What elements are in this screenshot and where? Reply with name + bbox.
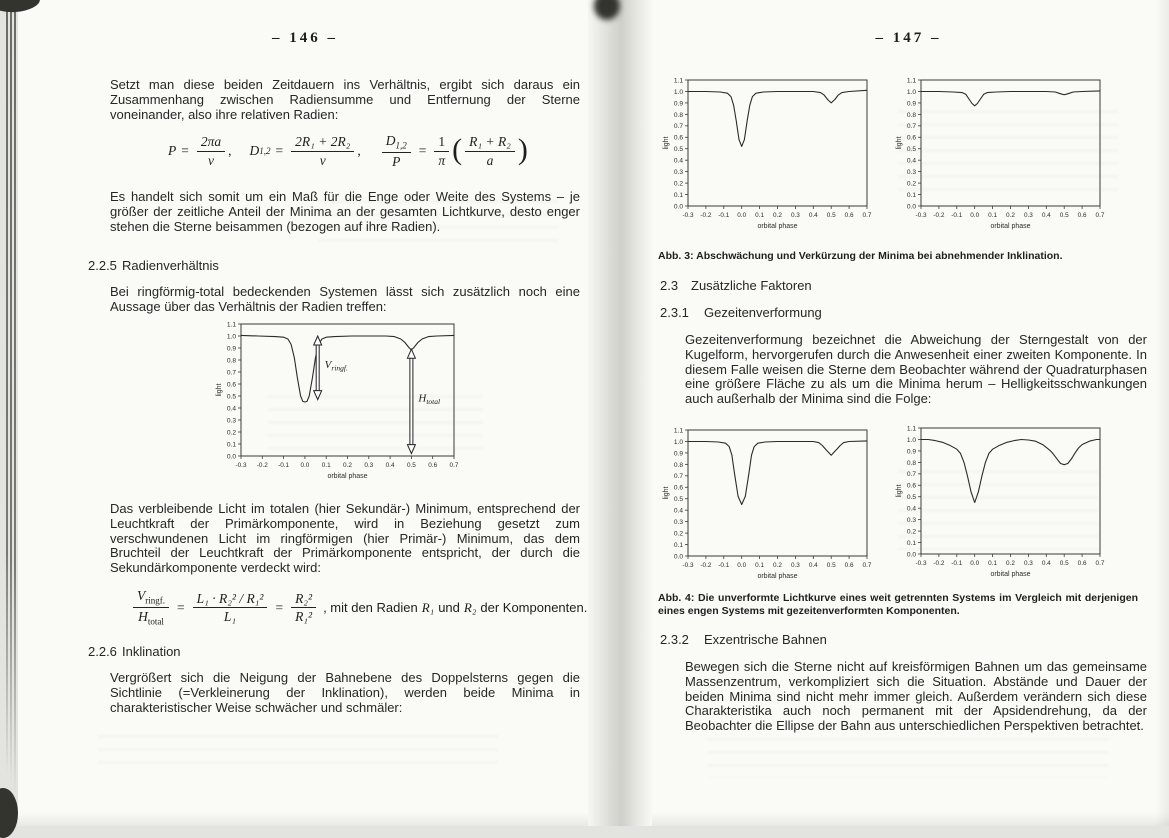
section-number: 2.2.6 bbox=[88, 644, 117, 659]
svg-text:1.1: 1.1 bbox=[673, 427, 683, 435]
svg-text:-0.2: -0.2 bbox=[933, 560, 945, 567]
svg-text:orbital phase: orbital phase bbox=[757, 573, 798, 580]
svg-text:0.0: 0.0 bbox=[970, 560, 980, 567]
formula-operator: = bbox=[418, 143, 427, 159]
svg-text:-0.1: -0.1 bbox=[951, 560, 963, 567]
svg-text:light: light bbox=[896, 136, 903, 150]
svg-text:1.1: 1.1 bbox=[906, 77, 916, 85]
section-number: 2.3.2 bbox=[660, 632, 689, 647]
svg-text:light: light bbox=[663, 486, 670, 500]
svg-text:0.1: 0.1 bbox=[673, 541, 683, 549]
svg-text:0.7: 0.7 bbox=[226, 369, 236, 377]
formula-tail-text: der Komponenten. bbox=[480, 600, 588, 616]
scan-shadow-bottom bbox=[18, 812, 592, 826]
svg-text:0.8: 0.8 bbox=[906, 459, 916, 467]
section-title: Zusätzliche Faktoren bbox=[691, 278, 812, 293]
svg-text:0.5: 0.5 bbox=[226, 393, 236, 401]
svg-text:0.0: 0.0 bbox=[226, 453, 236, 461]
svg-text:0.3: 0.3 bbox=[226, 417, 236, 425]
svg-text:0.9: 0.9 bbox=[226, 345, 236, 353]
section-title: Radienverhältnis bbox=[122, 258, 219, 273]
svg-text:0.1: 0.1 bbox=[755, 562, 765, 569]
svg-text:0.6: 0.6 bbox=[1077, 212, 1087, 219]
abb4-chart-left bbox=[660, 422, 876, 588]
fraction: $\frac{\text{R₁ + R₂}}{a}$ bbox=[465, 134, 515, 168]
svg-text:0.1: 0.1 bbox=[906, 539, 916, 547]
lightcurve-chart-radienverhaeltnis bbox=[213, 316, 463, 488]
svg-text:0.0: 0.0 bbox=[737, 562, 747, 569]
svg-text:orbital phase: orbital phase bbox=[327, 473, 368, 480]
svg-text:0.3: 0.3 bbox=[790, 212, 800, 219]
svg-text:0.2: 0.2 bbox=[906, 528, 916, 536]
svg-text:0.6: 0.6 bbox=[906, 482, 916, 490]
book-binding-gutter bbox=[588, 0, 652, 826]
ghost-bleedthrough bbox=[708, 738, 1108, 778]
svg-text:0.9: 0.9 bbox=[906, 448, 916, 456]
svg-text:0.7: 0.7 bbox=[906, 123, 916, 131]
svg-text:0.6: 0.6 bbox=[1077, 560, 1087, 567]
svg-text:0.5: 0.5 bbox=[826, 562, 836, 569]
scan-shadow-right-edge bbox=[1155, 0, 1169, 826]
svg-text:-0.1: -0.1 bbox=[278, 462, 290, 469]
svg-text:0.1: 0.1 bbox=[321, 462, 331, 469]
svg-text:orbital phase: orbital phase bbox=[990, 571, 1031, 578]
svg-text:orbital phase: orbital phase bbox=[757, 223, 798, 230]
svg-text:-0.3: -0.3 bbox=[915, 212, 927, 219]
svg-text:0.1: 0.1 bbox=[988, 560, 998, 567]
formula-radienverhaeltnis bbox=[130, 588, 587, 627]
svg-text:0.1: 0.1 bbox=[906, 191, 916, 199]
svg-text:-0.1: -0.1 bbox=[718, 562, 730, 569]
svg-text:0.8: 0.8 bbox=[673, 461, 683, 469]
scan-shadow-bottom bbox=[648, 812, 1169, 826]
svg-text:1.0: 1.0 bbox=[906, 88, 916, 96]
svg-text:0.6: 0.6 bbox=[844, 562, 854, 569]
svg-text:0.9: 0.9 bbox=[673, 100, 683, 108]
para-inklination: Vergrößert sich die Neigung der Bahnebene des Doppelsterns gegen die Sichtlinie (=Verkleinerung der Inklination), werden beide Minima in charakteristischer Weise schwächer und schmäler: bbox=[110, 670, 580, 715]
svg-text:0.0: 0.0 bbox=[970, 212, 980, 219]
svg-text:0.7: 0.7 bbox=[449, 462, 459, 469]
figure-caption-abb3: Abb. 3: Abschwächung und Verkürzung der Minima bei abnehmender Inklination. bbox=[658, 250, 1063, 262]
abb4-chart-right bbox=[893, 420, 1109, 586]
svg-text:0.7: 0.7 bbox=[673, 473, 683, 481]
formula-term: P bbox=[168, 143, 177, 159]
abb3-chart-right bbox=[893, 72, 1109, 238]
formula-operator: = bbox=[181, 143, 189, 159]
svg-text:0.5: 0.5 bbox=[1059, 560, 1069, 567]
svg-text:1.0: 1.0 bbox=[673, 88, 683, 96]
formula-term: D bbox=[249, 143, 260, 159]
svg-text:0.8: 0.8 bbox=[673, 111, 683, 119]
svg-text:1.1: 1.1 bbox=[673, 77, 683, 85]
para-zeitdauern: Setzt man diese beiden Zeitdauern ins Verhältnis, ergibt sich daraus ein Zusammenhang zwischen Radiensumme und Entfernung der Sterne voneinander, also ihre relativen Radien: bbox=[110, 77, 580, 122]
svg-text:0.2: 0.2 bbox=[673, 180, 683, 188]
formula-variable: R₂ bbox=[463, 599, 477, 615]
svg-text:1.1: 1.1 bbox=[226, 321, 236, 329]
section-heading-2-3-2 bbox=[660, 632, 827, 647]
ghost-bleedthrough bbox=[98, 735, 498, 767]
svg-text:0.3: 0.3 bbox=[673, 169, 683, 177]
svg-text:0.4: 0.4 bbox=[673, 157, 683, 165]
svg-text:1.0: 1.0 bbox=[226, 333, 236, 341]
abb3-chart-left bbox=[660, 72, 876, 238]
formula-separator: , bbox=[228, 143, 232, 159]
svg-text:0.3: 0.3 bbox=[364, 462, 374, 469]
svg-text:0.6: 0.6 bbox=[673, 484, 683, 492]
svg-text:0.7: 0.7 bbox=[862, 562, 872, 569]
svg-text:1.1: 1.1 bbox=[906, 425, 916, 433]
fraction: $\frac{\text{L₁ · R₂² / R₁²}}{\text{L₁}}$ bbox=[193, 591, 268, 625]
svg-text:0.2: 0.2 bbox=[673, 530, 683, 538]
fraction: $\frac{2\pi a}{v}$ bbox=[197, 134, 225, 168]
svg-text:0.7: 0.7 bbox=[673, 123, 683, 131]
page-number-header: – 146 – bbox=[272, 30, 338, 46]
svg-text:0.1: 0.1 bbox=[988, 212, 998, 219]
svg-text:0.6: 0.6 bbox=[226, 381, 236, 389]
para-gezeitenverformung: Gezeitenverformung bezeichnet die Abweichung der Sterngestalt von der Kugelform, hervorgerufen durch die Anwesenheit einer zweiten Komponente. In diesem Falle weisen die Sterne dem Beobachter während der Quadraturphasen eine größere Fläche zu als um die Minima herum – Helligkeitsschwankungen auch außerhalb der Minima sind die Folge: bbox=[685, 332, 1147, 407]
formula-operator: = bbox=[275, 143, 284, 159]
svg-text:0.5: 0.5 bbox=[906, 146, 916, 154]
svg-text:0.2: 0.2 bbox=[773, 212, 782, 219]
para-mass-enge: Es handelt sich somit um ein Maß für die Enge oder Weite des Systems – je größer der zeitliche Anteil der Minima an der gesamten Lichtkurve, desto enger stehen die Sterne beisammen (bezogen auf ihre Radien). bbox=[110, 189, 580, 234]
formula-subscript: 1,2 bbox=[259, 146, 271, 157]
svg-text:0.6: 0.6 bbox=[428, 462, 438, 469]
svg-text:0.5: 0.5 bbox=[673, 146, 683, 154]
svg-text:0.0: 0.0 bbox=[906, 551, 916, 559]
book-page-146 bbox=[18, 0, 592, 826]
svg-text:-0.1: -0.1 bbox=[951, 212, 963, 219]
svg-text:0.0: 0.0 bbox=[673, 203, 683, 211]
svg-text:0.2: 0.2 bbox=[1006, 560, 1015, 567]
section-heading-2-3 bbox=[660, 278, 812, 293]
svg-text:0.3: 0.3 bbox=[790, 562, 800, 569]
svg-text:0.9: 0.9 bbox=[906, 100, 916, 108]
svg-text:0.5: 0.5 bbox=[906, 494, 916, 502]
fraction: $\frac{D_{1,2}}{P}$ bbox=[382, 133, 411, 170]
svg-text:0.3: 0.3 bbox=[673, 519, 683, 527]
formula-operator: = bbox=[177, 599, 185, 615]
section-heading-2-2-5 bbox=[88, 258, 219, 273]
svg-text:0.5: 0.5 bbox=[406, 462, 416, 469]
section-heading-2-3-1 bbox=[660, 305, 822, 320]
svg-text:0.2: 0.2 bbox=[773, 562, 782, 569]
para-ringfoermig: Bei ringförmig-total bedeckenden Systemen lässt sich zusätzlich noch eine Aussage über das Verhältnis der Radien treffen: bbox=[110, 284, 580, 314]
svg-text:0.4: 0.4 bbox=[808, 562, 818, 569]
fraction: $\frac{\text{2R₁ + 2R₂}}{v}$ bbox=[291, 134, 354, 168]
section-number: 2.3 bbox=[660, 278, 679, 293]
svg-text:-0.2: -0.2 bbox=[700, 562, 712, 569]
svg-text:Htotal: $H_{total}$ bbox=[418, 392, 441, 406]
svg-text:0.5: 0.5 bbox=[673, 496, 683, 504]
svg-text:0.1: 0.1 bbox=[673, 191, 683, 199]
formula-variable: R₁ bbox=[421, 599, 435, 615]
section-title: Inklination bbox=[122, 644, 181, 659]
svg-text:orbital phase: orbital phase bbox=[990, 223, 1031, 230]
svg-text:0.3: 0.3 bbox=[1023, 560, 1033, 567]
svg-text:0.7: 0.7 bbox=[906, 471, 916, 479]
svg-text:-0.3: -0.3 bbox=[235, 462, 247, 469]
svg-text:0.7: 0.7 bbox=[1095, 560, 1105, 567]
svg-text:0.2: 0.2 bbox=[343, 462, 352, 469]
svg-text:0.3: 0.3 bbox=[906, 169, 916, 177]
svg-text:-0.2: -0.2 bbox=[933, 212, 945, 219]
svg-text:Vringf.: $V_{ringf.}$ bbox=[324, 358, 348, 373]
page-edge-line bbox=[14, 0, 16, 812]
formula-separator: , bbox=[357, 143, 361, 159]
formula-tail-text: und bbox=[438, 600, 460, 616]
page-edge-line bbox=[10, 0, 12, 800]
svg-text:1.0: 1.0 bbox=[673, 438, 683, 446]
formula-tail-text: , mit den Radien bbox=[323, 600, 418, 616]
svg-text:light: light bbox=[896, 484, 903, 498]
svg-text:0.5: 0.5 bbox=[1059, 212, 1069, 219]
fraction: $\frac{1}{\pi}$ bbox=[434, 134, 449, 168]
svg-text:1.0: 1.0 bbox=[906, 436, 916, 444]
fraction: $\frac{V_{ringf.}}{H_{total}}$ bbox=[133, 588, 169, 627]
svg-text:0.7: 0.7 bbox=[1095, 212, 1105, 219]
svg-text:0.2: 0.2 bbox=[906, 180, 916, 188]
section-number: 2.2.5 bbox=[88, 258, 117, 273]
svg-text:0.4: 0.4 bbox=[906, 157, 916, 165]
svg-text:0.1: 0.1 bbox=[755, 212, 765, 219]
svg-text:-0.3: -0.3 bbox=[682, 212, 694, 219]
section-number: 2.3.1 bbox=[660, 305, 689, 320]
page-number-header: – 147 – bbox=[875, 30, 942, 46]
formula-geometry: P = $\frac{2\pi a}{v}$ , D 1,2 = $\frac{\text{2R₁ + 2R₂}}{v}$ , $\frac{D_{1,2}}{P}$ = $\frac{1}{\pi}$ ( $\frac{\text{R₁ + R₂}}{a}$ ) bbox=[168, 133, 528, 170]
figure-caption-abb4: Abb. 4: Die unverformte Lichtkurve eines weit getrennten Systems im Vergleich mit derjenigen eines engen Systems mit gezeitenverformten Komponenten. bbox=[658, 592, 1138, 617]
svg-text:0.3: 0.3 bbox=[1023, 212, 1033, 219]
section-heading-2-2-6 bbox=[88, 644, 181, 659]
svg-text:0.0: 0.0 bbox=[906, 203, 916, 211]
book-page-147 bbox=[648, 0, 1169, 826]
svg-text:0.9: 0.9 bbox=[673, 450, 683, 458]
svg-text:-0.2: -0.2 bbox=[700, 212, 712, 219]
svg-text:0.4: 0.4 bbox=[808, 212, 818, 219]
svg-text:0.2: 0.2 bbox=[1006, 212, 1015, 219]
svg-text:0.2: 0.2 bbox=[226, 429, 236, 437]
svg-text:0.1: 0.1 bbox=[226, 441, 236, 449]
para-exzentrische-bahnen: Bewegen sich die Sterne nicht auf kreisförmigen Bahnen um das gemeinsame Massenzentrum, verkompliziert sich die Situation. Abstände und Dauer der beiden Minima sind nicht mehr immer gleich. Außerdem verändern sich diese Charakteristika auch noch permanent mit der Apsidendrehung, da der Beobachter die Ellipse der Bahn aus unterschiedlichen Perspektiven betrachtet. bbox=[685, 659, 1147, 734]
svg-text:0.4: 0.4 bbox=[226, 405, 236, 413]
svg-text:-0.1: -0.1 bbox=[718, 212, 730, 219]
svg-text:0.4: 0.4 bbox=[1041, 212, 1051, 219]
svg-text:0.8: 0.8 bbox=[906, 111, 916, 119]
svg-text:0.4: 0.4 bbox=[673, 507, 683, 515]
para-verbleibendes-licht: Das verbleibende Licht im totalen (hier Sekundär-) Minimum, entsprechend der Leuchtkraft der Primärkomponente, wird in Beziehung gesetzt zum verschwundenen Licht im ringförmigen (hier Primär-) Minimum, das dem Bruchteil der Leuchtkraft der Primärkomponente entspricht, der durch die Sekundärkomponente verdeckt wird: bbox=[110, 501, 580, 576]
svg-text:0.7: 0.7 bbox=[862, 212, 872, 219]
svg-text:0.0: 0.0 bbox=[300, 462, 310, 469]
svg-text:-0.2: -0.2 bbox=[256, 462, 268, 469]
svg-text:0.3: 0.3 bbox=[906, 517, 916, 525]
fraction: $\frac{\text{R₂²}}{\text{R₁²}}$ bbox=[291, 591, 316, 625]
svg-text:0.6: 0.6 bbox=[844, 212, 854, 219]
svg-text:0.4: 0.4 bbox=[385, 462, 395, 469]
svg-text:light: light bbox=[216, 383, 223, 397]
formula-operator: = bbox=[275, 599, 284, 615]
svg-text:-0.3: -0.3 bbox=[915, 560, 927, 567]
svg-text:0.5: 0.5 bbox=[826, 212, 836, 219]
page-edge-line bbox=[6, 0, 8, 790]
svg-text:0.6: 0.6 bbox=[906, 134, 916, 142]
svg-text:0.4: 0.4 bbox=[1041, 560, 1051, 567]
svg-text:0.4: 0.4 bbox=[906, 505, 916, 513]
svg-text:0.0: 0.0 bbox=[737, 212, 747, 219]
section-title: Exzentrische Bahnen bbox=[704, 632, 827, 647]
svg-text:light: light bbox=[663, 136, 670, 150]
section-title: Gezeitenverformung bbox=[704, 305, 822, 320]
svg-text:-0.3: -0.3 bbox=[682, 562, 694, 569]
svg-text:0.8: 0.8 bbox=[226, 357, 236, 365]
svg-text:0.0: 0.0 bbox=[673, 553, 683, 561]
svg-text:0.6: 0.6 bbox=[673, 134, 683, 142]
